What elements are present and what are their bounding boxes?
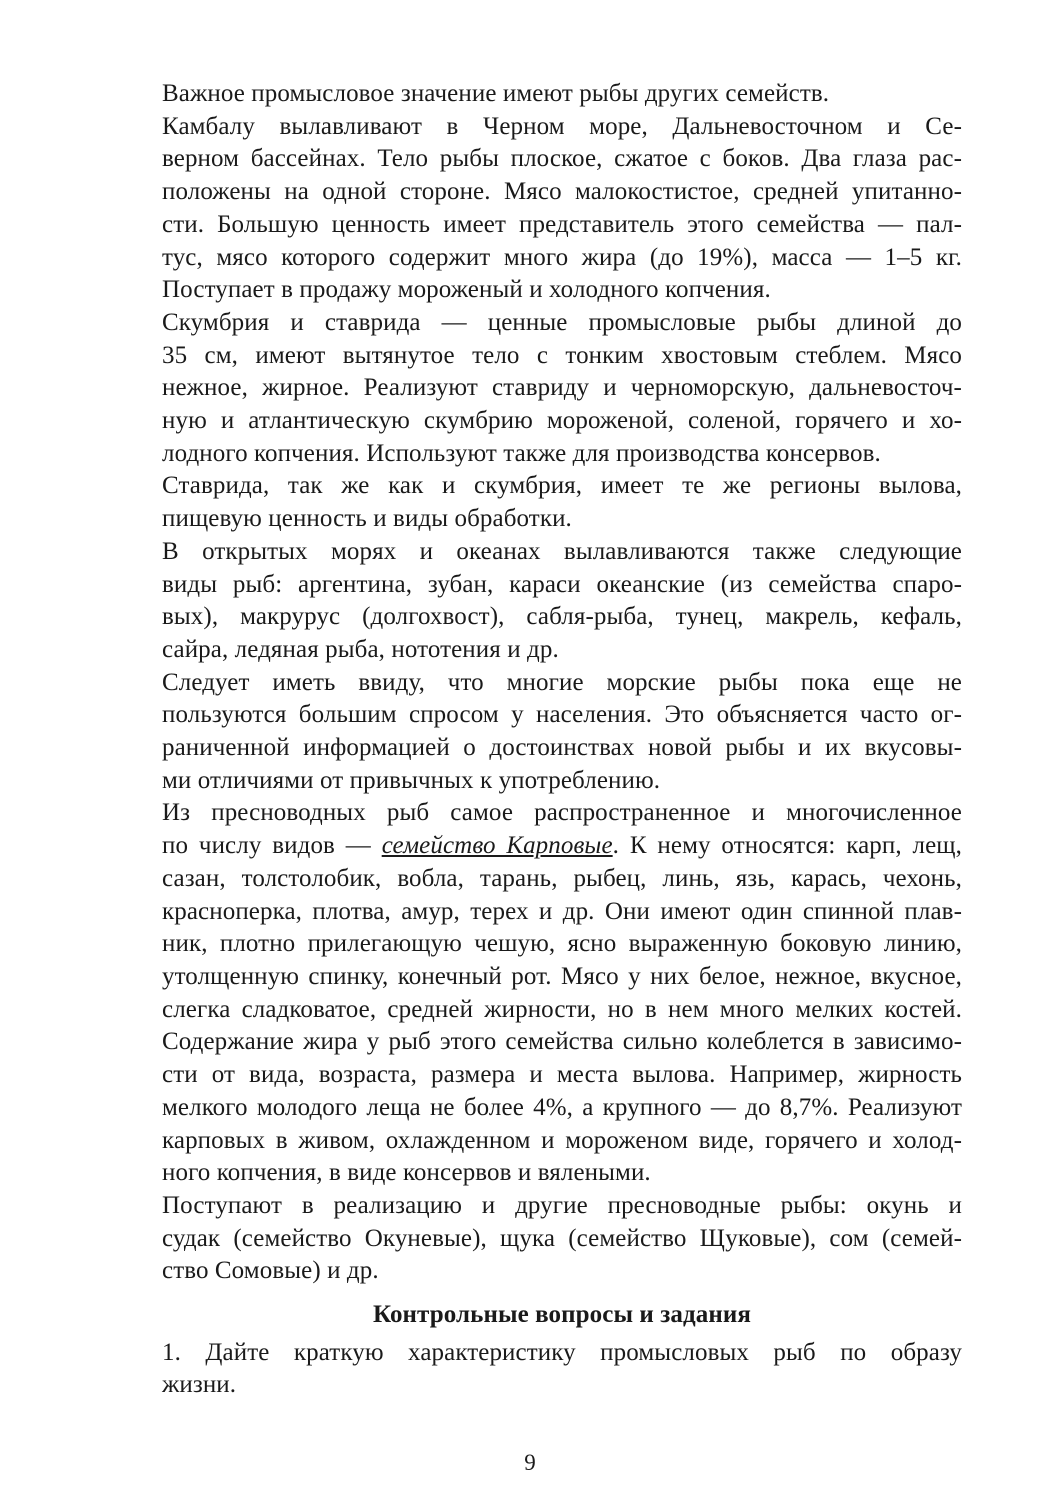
carp-family-term: семейство Карповые bbox=[381, 832, 613, 860]
paragraph-carp-family: Из пресноводных рыб самое распространенное и многочисленное по числу видов — семейство Карповые. К нему относятся: карп, лещ, сазан, толстолобик, вобла, тарань, рыбец, линь, язь, карась, чехонь, красноперка, плотва, амур, терех и др. Они имеют один спинной плав- ник, плотно прилегающую чешую, ясно выраженную боковую линию, утолщенную спинку, конечный рот. Мясо у них белое, нежное, вкусное, слегка сладковатое, средней жирности, но в нем много мелких костей. Содержание жира у рыб этого семейства сильно колеблется в зависимо- сти от вида, возраста, размера и места вылова. Например, жирность мелкого молодого леща не более 4%, а крупного — до 8,7%. Реализуют карповых в живом, охлажденном и мороженом виде, горячего и холод- ного копчения, в виде консервов и вялеными. bbox=[162, 799, 962, 1187]
paragraph-flounder: Камбалу вылавливают в Черном море, Дальневосточном и Се- верном бассейнах. Тело рыбы плоское, сжатое с боков. Два глаза рас- положены на одной стороне. Мясо малокостистое, средней упитанно- сти. Большую ценность имеет представитель этого семейства — пал- тус, мясо которого содержит много жира (до 19%), масса — 1–5 кг. Поступает в продажу мороженый и холодного копчения. bbox=[162, 112, 962, 304]
question-1: 1. Дайте краткую характеристику промысловых рыб по образу жизни. bbox=[162, 1338, 962, 1399]
page-number: 9 bbox=[524, 1450, 536, 1475]
paragraph-mackerel: Скумбрия и ставрида — ценные промысловые рыбы длиной до 35 см, имеют вытянутое тело с тонким хвостовым стеблем. Мясо нежное, жирное. Реализуют ставриду и черноморскую, дальневосточ- ную и атлантическую скумбрию мороженой, соленой, горячего и хо- лодного копчения. Используют также для производства консервов. bbox=[162, 308, 962, 467]
paragraph-freshwater: Поступают в реализацию и другие пресноводные рыбы: окунь и судак (семейство Окуневые), щука (семейство Щуковые), сом (семей- ство Сомовые) и др. bbox=[162, 1191, 962, 1285]
paragraph-1: Важное промысловое значение имеют рыбы других семейств. bbox=[162, 80, 830, 107]
paragraph-horse-mackerel: Ставрида, так же как и скумбрия, имеет те же регионы вылова, пищевую ценность и виды обработки. bbox=[162, 472, 962, 533]
section-heading: Контрольные вопросы и задания bbox=[372, 1301, 752, 1329]
paragraph-demand: Следует иметь ввиду, что многие морские рыбы пока еще не пользуются большим спросом у населения. Это объясняется часто ог- раниченной информацией о достоинствах новой рыбы и их вкусовы- ми отличиями от привычных к употреблению. bbox=[162, 668, 962, 794]
document-page bbox=[100, 78, 962, 1402]
paragraph-ocean-fish: В открытых морях и океанах вылавливаются также следующие виды рыб: аргентина, зубан, караси океанские (из семейства спаро- вых), макрурус (долгохвост), сабля-рыба, тунец, макрель, кефаль, сайра, ледяная рыба, нототения и др. bbox=[162, 537, 962, 663]
